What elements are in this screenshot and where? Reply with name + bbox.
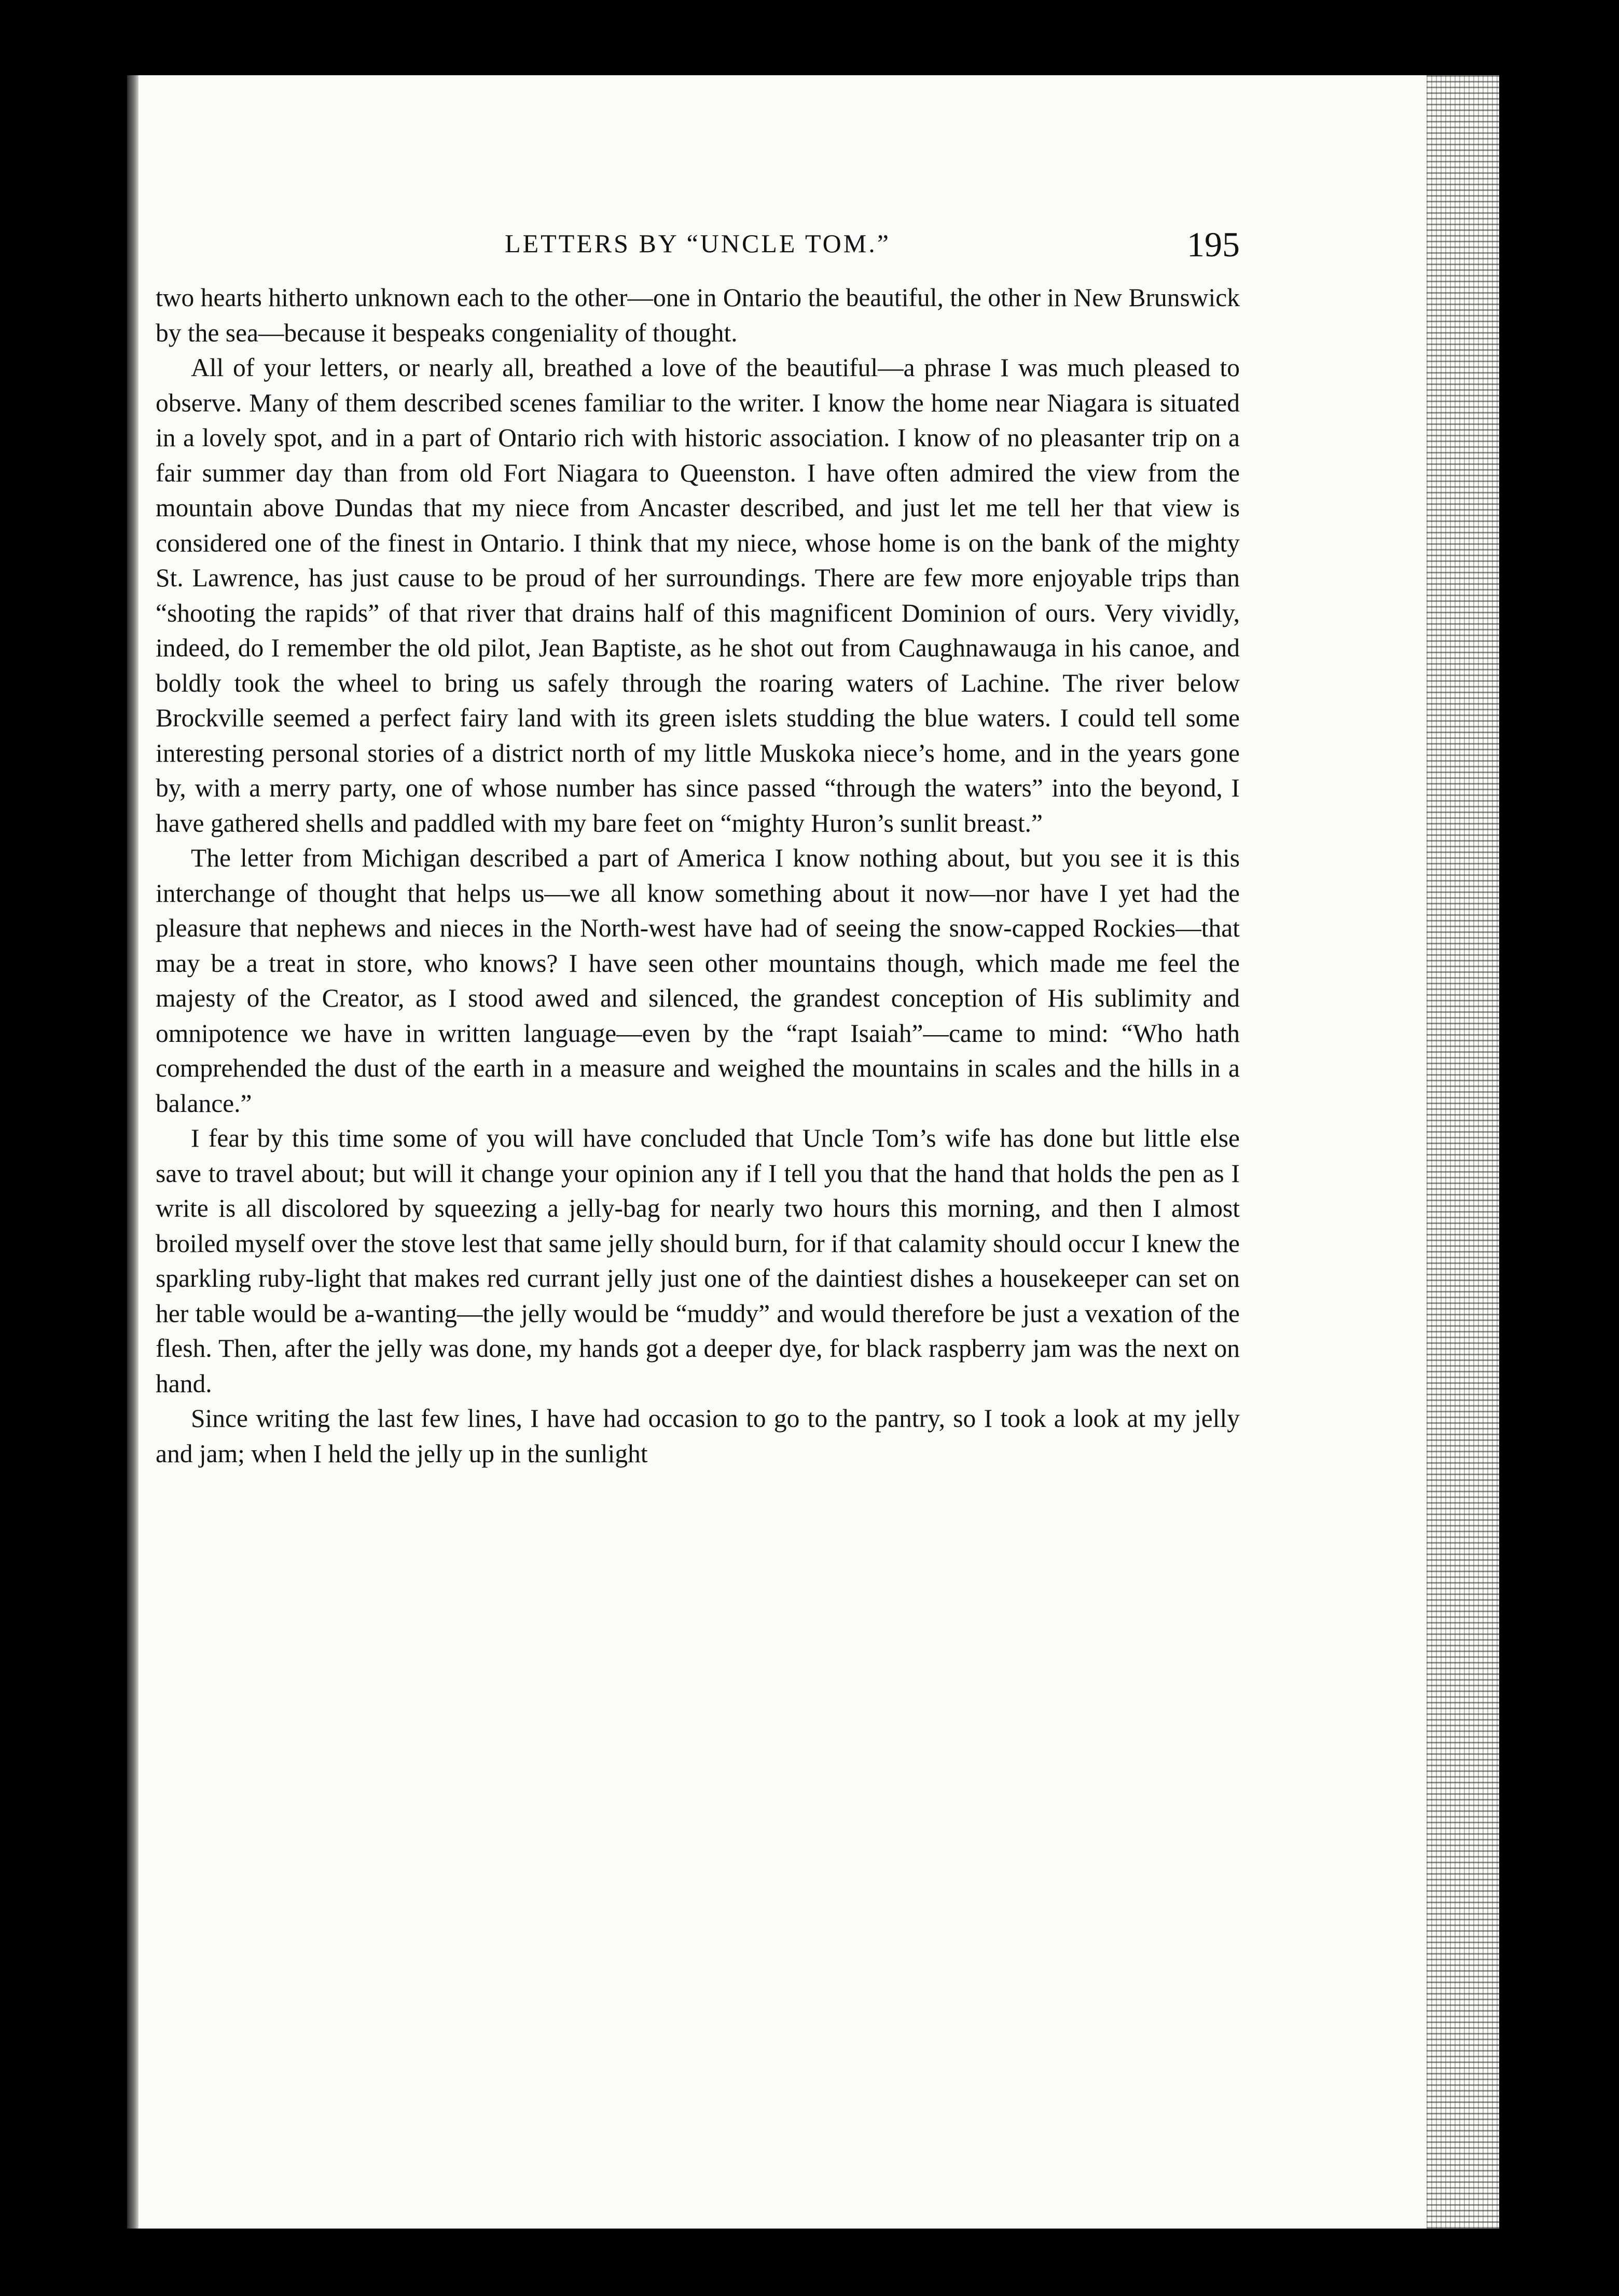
paragraph: I fear by this time some of you will have concluded that Uncle Tom’s wife has done but little else save to travel about; but will it change your opinion any if I tell you that the hand that holds the pen as I write is all discolored by squeezing a jelly-bag for nearly two hours this morning, and then I almost broiled myself over the stove lest that same jelly should burn, for if that calamity should occur I knew the sparkling ruby-light that makes red currant jelly just one of the daintiest dishes a housekeeper can set on her table would be a-wanting—the jelly would be “muddy” and would therefore be just a vexation of the flesh. Then, after the jelly was done, my hands got a deeper dye, for black raspberry jam was the next on hand. — [156, 1124, 1240, 1398]
paragraph: Since writing the last few lines, I have had occasion to go to the pantry, so I took a look at my jelly and jam; when I held the jelly up in the sunlight — [156, 1404, 1240, 1468]
body-text — [156, 280, 1240, 1471]
binding-edge — [127, 75, 139, 2229]
paragraph-continued: two hearts hitherto unknown each to the other—one in Ontario the beautiful, the other in New Brunswick by the sea—because it bespeaks congeniality of thought. — [156, 283, 1240, 347]
paragraph: The letter from Michigan described a part of America I know nothing about, but you see it is this interchange of thought that helps us—we all know something about it now—nor have I yet had the pleasure that nephews and nieces in the North-west have had of seeing the snow-capped Rockies—that may be a treat in store, who knows? I have seen other mountains though, which made me feel the majesty of the Creator, as I stood awed and silenced, the grandest conception of His sublimity and omnipotence we have in written language—even by the “rapt Isaiah”—came to mind: “Who hath comprehended the dust of the earth in a measure and weighed the mountains in scales and the hills in a balance.” — [156, 844, 1240, 1118]
page-edge-shadow — [1427, 75, 1499, 2229]
paragraph: All of your letters, or nearly all, breathed a love of the beautiful—a phrase I was much pleased to observe. Many of them described scenes familiar to the writer. I know the home near Niagara is situated in a lovely spot, and in a part of Ontario rich with historic association. I know of no pleasanter trip on a fair summer day than from old Fort Niagara to Queenston. I have often admired the view from the mountain above Dundas that my niece from Ancaster described, and just let me tell her that view is considered one of the finest in Ontario. I think that my niece, whose home is on the bank of the mighty St. Lawrence, has just cause to be proud of her surroundings. There are few more enjoyable trips than “shooting the rapids” of that river that drains half of this magnificent Dominion of ours. Very vividly, indeed, do I remember the old pilot, Jean Baptiste, as he shot out from Caughnawauga in his canoe, and boldly took the wheel to bring us safely through the roaring waters of Lachine. The river below Brockville seemed a perfect fairy land with its green islets studding the blue waters. I could tell some interesting personal stories of a district north of my little Muskoka niece’s home, and in the years gone by, with a merry party, one of whose number has since passed “through the waters” into the beyond, I have gathered shells and paddled with my bare feet on “mighty Huron’s sunlit breast.” — [156, 353, 1240, 837]
running-title: LETTERS BY “UNCLE TOM.” — [505, 229, 891, 258]
page-number: 195 — [1187, 225, 1240, 264]
running-head — [156, 224, 1240, 271]
